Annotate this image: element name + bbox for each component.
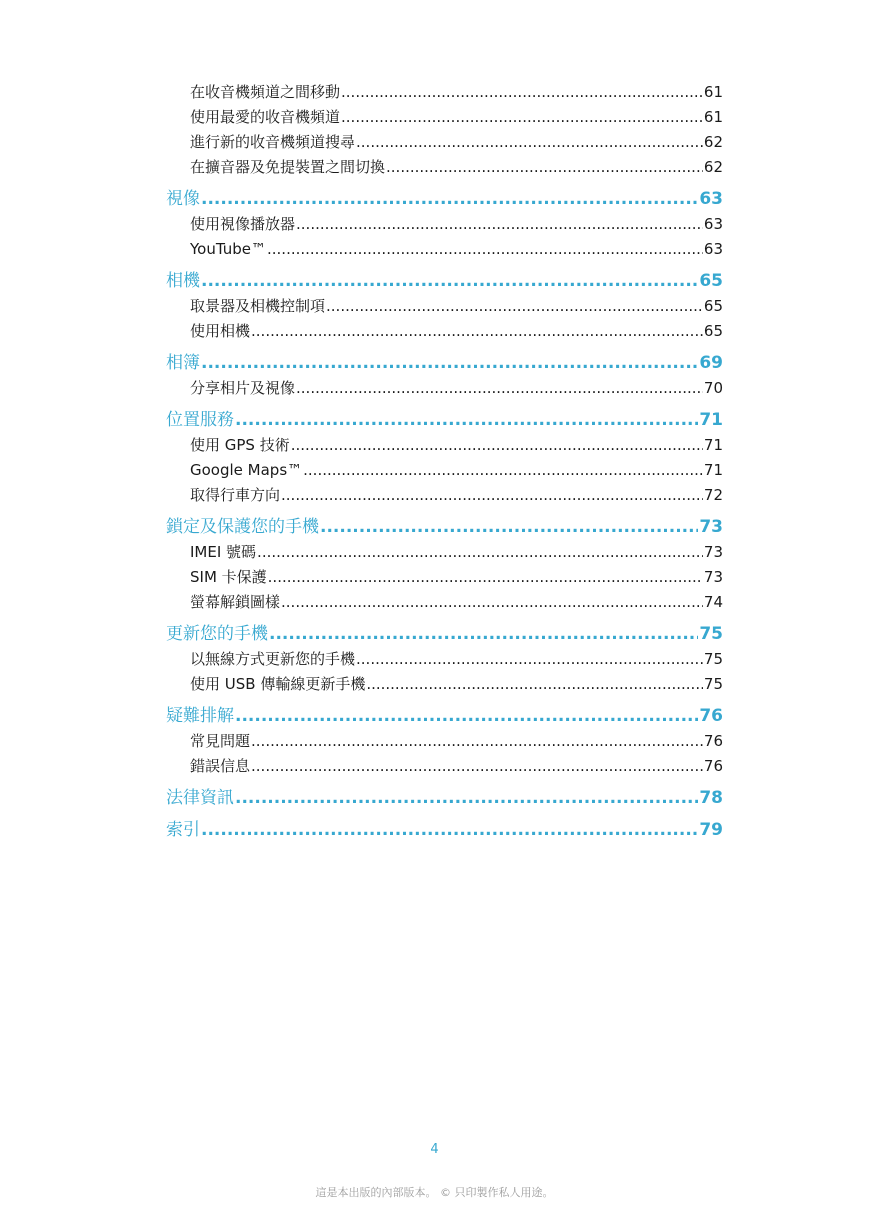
toc-chapter-page: 75	[699, 624, 723, 644]
toc-entry-page: 74	[703, 593, 723, 611]
toc-entry-title: YouTube™	[190, 240, 266, 258]
toc-chapter-page: 69	[699, 353, 723, 373]
toc-chapter-title: 位置服務	[166, 410, 234, 430]
toc-entry-page: 72	[703, 486, 723, 504]
toc-leader-dots	[296, 212, 703, 237]
toc-entry-link[interactable]	[166, 80, 723, 105]
toc-entry-title: 以無線方式更新您的手機	[190, 650, 356, 668]
toc-entry-title: SIM 卡保護	[190, 568, 267, 586]
toc-leader-dots	[251, 729, 703, 754]
toc-entry-page: 62	[703, 158, 723, 176]
toc-entry-link[interactable]	[166, 729, 723, 754]
toc-entry-page: 63	[703, 215, 723, 233]
toc-entry-page: 75	[703, 650, 723, 668]
toc-entry-title: 在擴音器及免提裝置之間切換	[190, 158, 386, 176]
toc-chapter-title: 相機	[166, 271, 200, 291]
toc-leader-dots	[366, 672, 703, 697]
toc-section	[166, 80, 723, 180]
toc-entry-link[interactable]	[166, 105, 723, 130]
toc-entry-page: 61	[703, 83, 723, 101]
toc-entry-link[interactable]	[166, 590, 723, 615]
toc-entry-link[interactable]	[166, 647, 723, 672]
toc-chapter-title: 相簿	[166, 353, 200, 373]
toc-leader-dots	[341, 80, 703, 105]
toc-entry-link[interactable]	[166, 212, 723, 237]
toc-section	[166, 268, 723, 344]
toc-entry-link[interactable]	[166, 433, 723, 458]
toc-leader-dots	[291, 433, 703, 458]
toc-entry-title: 在收音機頻道之間移動	[190, 83, 341, 101]
toc-leader-dots	[201, 817, 698, 843]
toc-entry-page: 65	[703, 297, 723, 315]
toc-chapter-title: 更新您的手機	[166, 624, 268, 644]
toc-entry-title: IMEI 號碼	[190, 543, 257, 561]
toc-leader-dots	[386, 155, 703, 180]
toc-section	[166, 407, 723, 508]
toc-entry-title: 使用視像播放器	[190, 215, 296, 233]
toc-entry-title: 螢幕解鎖圖樣	[190, 593, 281, 611]
toc-leader-dots	[251, 319, 703, 344]
toc-chapter-link[interactable]	[166, 785, 723, 811]
toc-section	[166, 350, 723, 401]
toc-leader-dots	[235, 785, 698, 811]
toc-chapter-title: 鎖定及保護您的手機	[166, 517, 319, 537]
toc-entry-page: 61	[703, 108, 723, 126]
toc-chapter-page: 78	[699, 788, 723, 808]
toc-entry-link[interactable]	[166, 294, 723, 319]
toc-entry-link[interactable]	[166, 319, 723, 344]
toc-chapter-link[interactable]	[166, 186, 723, 212]
toc-entry-link[interactable]	[166, 458, 723, 483]
toc-section	[166, 703, 723, 779]
toc-chapter-link[interactable]	[166, 268, 723, 294]
toc-chapter-page: 65	[699, 271, 723, 291]
footer-note: 這是本出版的內部版本。 © 只印製作私人用途。	[315, 1186, 554, 1199]
toc-entry-page: 76	[703, 732, 723, 750]
toc-chapter-title: 視像	[166, 189, 200, 209]
toc-entry-title: 使用 USB 傳輸線更新手機	[190, 675, 366, 693]
toc-leader-dots	[326, 294, 703, 319]
toc-chapter-page: 79	[699, 820, 723, 840]
toc-leader-dots	[281, 590, 703, 615]
toc-entry-page: 63	[703, 240, 723, 258]
toc-entry-title: 取得行車方向	[190, 486, 281, 504]
toc-entry-link[interactable]	[166, 483, 723, 508]
toc-entry-page: 70	[703, 379, 723, 397]
toc-section	[166, 186, 723, 262]
toc-entry-link[interactable]	[166, 754, 723, 779]
toc-leader-dots	[269, 621, 698, 647]
toc-leader-dots	[303, 458, 703, 483]
toc-entry-page: 75	[703, 675, 723, 693]
table-of-contents	[166, 80, 723, 843]
toc-entry-page: 71	[703, 461, 723, 479]
toc-entry-page: 73	[703, 568, 723, 586]
toc-entry-title: 使用最愛的收音機頻道	[190, 108, 341, 126]
toc-entry-page: 71	[703, 436, 723, 454]
toc-leader-dots	[268, 565, 703, 590]
toc-leader-dots	[235, 407, 698, 433]
toc-entry-page: 73	[703, 543, 723, 561]
toc-chapter-link[interactable]	[166, 703, 723, 729]
toc-leader-dots	[267, 237, 703, 262]
toc-entry-link[interactable]	[166, 540, 723, 565]
toc-leader-dots	[281, 483, 703, 508]
toc-chapter-title: 法律資訊	[166, 788, 234, 808]
toc-section	[166, 621, 723, 697]
toc-leader-dots	[251, 754, 703, 779]
toc-chapter-link[interactable]	[166, 817, 723, 843]
toc-entry-title: 進行新的收音機頻道搜尋	[190, 133, 356, 151]
toc-leader-dots	[341, 105, 703, 130]
toc-entry-title: 錯誤信息	[190, 757, 251, 775]
toc-leader-dots	[201, 268, 698, 294]
toc-entry-title: 取景器及相機控制項	[190, 297, 326, 315]
toc-entry-link[interactable]	[166, 130, 723, 155]
toc-entry-link[interactable]	[166, 672, 723, 697]
toc-chapter-link[interactable]	[166, 350, 723, 376]
toc-leader-dots	[201, 350, 698, 376]
toc-chapter-title: 索引	[166, 820, 200, 840]
toc-entry-page: 76	[703, 757, 723, 775]
toc-chapter-title: 疑難排解	[166, 706, 234, 726]
toc-leader-dots	[356, 647, 703, 672]
toc-leader-dots	[356, 130, 703, 155]
page-number: 4	[430, 1142, 439, 1157]
toc-chapter-page: 71	[699, 410, 723, 430]
toc-chapter-page: 73	[699, 517, 723, 537]
toc-entry-page: 62	[703, 133, 723, 151]
toc-entry-title: Google Maps™	[190, 461, 303, 479]
toc-leader-dots	[257, 540, 703, 565]
toc-section	[166, 817, 723, 843]
toc-entry-title: 分享相片及視像	[190, 379, 296, 397]
toc-chapter-link[interactable]	[166, 407, 723, 433]
toc-leader-dots	[201, 186, 698, 212]
toc-entry-title: 使用 GPS 技術	[190, 436, 290, 454]
toc-chapter-link[interactable]	[166, 621, 723, 647]
toc-section	[166, 514, 723, 615]
toc-chapter-link[interactable]	[166, 514, 723, 540]
toc-entry-title: 使用相機	[190, 322, 251, 340]
toc-entry-link[interactable]	[166, 155, 723, 180]
toc-entry-title: 常見問題	[190, 732, 251, 750]
toc-chapter-page: 76	[699, 706, 723, 726]
toc-entry-page: 65	[703, 322, 723, 340]
toc-entry-link[interactable]	[166, 565, 723, 590]
toc-entry-link[interactable]	[166, 376, 723, 401]
toc-section	[166, 785, 723, 811]
toc-leader-dots	[320, 514, 698, 540]
toc-entry-link[interactable]	[166, 237, 723, 262]
toc-leader-dots	[296, 376, 703, 401]
toc-chapter-page: 63	[699, 189, 723, 209]
toc-leader-dots	[235, 703, 698, 729]
